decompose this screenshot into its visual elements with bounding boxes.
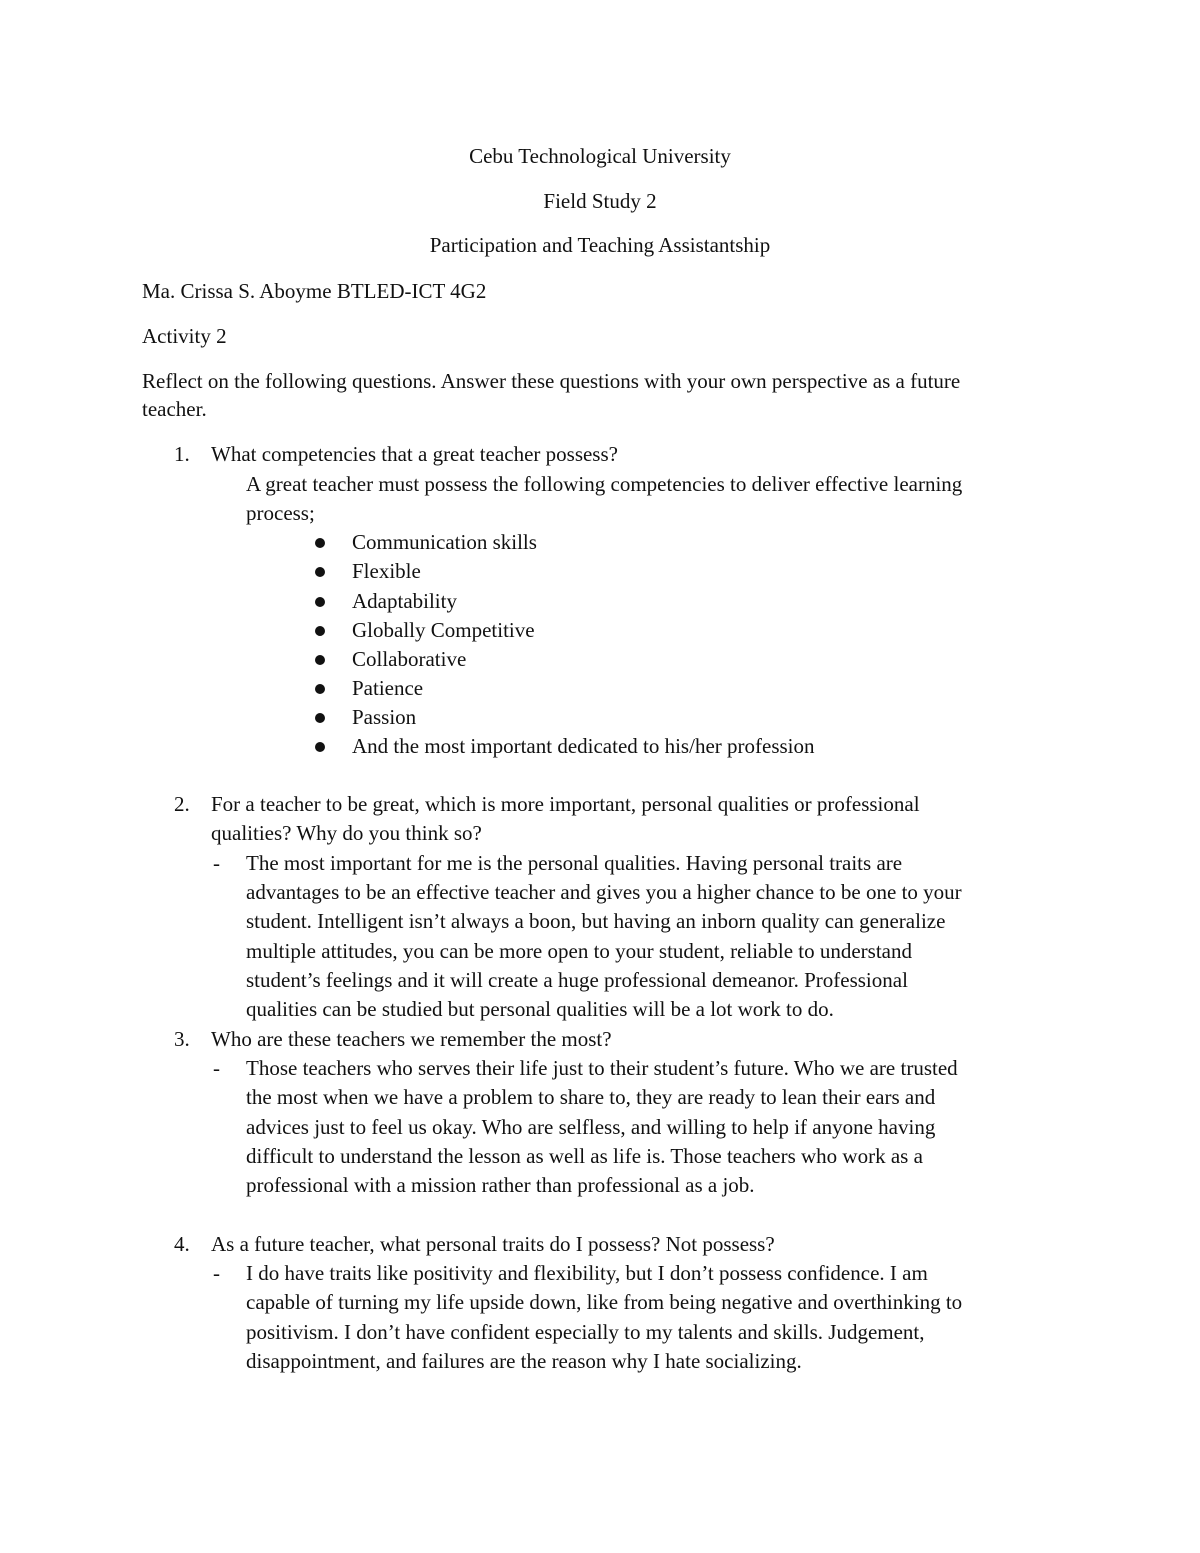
- question-number: 2.: [174, 792, 190, 816]
- bullet-icon: [315, 742, 325, 752]
- question-text: qualities? Why do you think so?: [211, 821, 482, 845]
- instructions-line-1: Reflect on the following questions. Answer these questions with your own perspective as a future: [142, 369, 961, 393]
- answer-line: I do have traits like positivity and flexibility, but I don’t possess confidence. I am: [246, 1261, 928, 1285]
- bullet-icon: [315, 626, 325, 636]
- question-number: 1.: [174, 442, 190, 466]
- question-text: What competencies that a great teacher possess?: [211, 442, 618, 466]
- answer-line: capable of turning my life upside down, like from being negative and overthinking to: [246, 1290, 963, 1314]
- answer-line: advantages to be an effective teacher and gives you a higher chance to be one to your: [246, 880, 962, 904]
- bullet-icon: [315, 567, 325, 577]
- dash-marker: -: [213, 1261, 220, 1285]
- answer-line: process;: [246, 501, 315, 525]
- bullet-item: Globally Competitive: [352, 618, 535, 642]
- dash-marker: -: [213, 1056, 220, 1080]
- dash-marker: -: [213, 851, 220, 875]
- bullet-icon: [315, 684, 325, 694]
- student-line: Ma. Crissa S. Aboyme BTLED-ICT 4G2: [142, 279, 487, 303]
- bullet-item: Adaptability: [352, 589, 457, 613]
- answer-line: professional with a mission rather than professional as a job.: [246, 1173, 755, 1197]
- bullet-item: Collaborative: [352, 647, 467, 671]
- question-text: For a teacher to be great, which is more important, personal qualities or professional: [211, 792, 920, 816]
- answer-line: difficult to understand the lesson as well as life is. Those teachers who work as a: [246, 1144, 923, 1168]
- bullet-item: Passion: [352, 705, 417, 729]
- activity-title: Activity 2: [142, 324, 227, 348]
- answer-line: advices just to feel us okay. Who are selfless, and willing to help if anyone having: [246, 1115, 936, 1139]
- bullet-item: Patience: [352, 676, 424, 700]
- bullet-item: And the most important dedicated to his/her profession: [352, 734, 815, 758]
- bullet-icon: [315, 713, 325, 723]
- answer-line: the most when we have a problem to share to, they are ready to lean their ears and: [246, 1085, 936, 1109]
- document-subtitle: Participation and Teaching Assistantship: [429, 233, 771, 257]
- question-text: As a future teacher, what personal traits do I possess? Not possess?: [211, 1232, 775, 1256]
- answer-line: The most important for me is the personal qualities. Having personal traits are: [246, 851, 903, 875]
- question-number: 4.: [174, 1232, 190, 1256]
- bullet-item: Communication skills: [352, 530, 537, 554]
- answer-line: disappointment, and failures are the reason why I hate socializing.: [246, 1349, 802, 1373]
- bullet-icon: [315, 597, 325, 607]
- question-number: 3.: [174, 1027, 190, 1051]
- bullet-icon: [315, 655, 325, 665]
- bullet-icon: [315, 538, 325, 548]
- answer-line: multiple attitudes, you can be more open to your student, reliable to understand: [246, 939, 913, 963]
- instructions-line-2: teacher.: [142, 397, 207, 421]
- answer-line: Those teachers who serves their life just to their student’s future. Who we are trusted: [246, 1056, 958, 1080]
- answer-line: A great teacher must possess the following competencies to deliver effective learning: [246, 472, 963, 496]
- answer-line: student’s feelings and it will create a huge professional demeanor. Professional: [246, 968, 908, 992]
- question-text: Who are these teachers we remember the most?: [211, 1027, 612, 1051]
- answer-line: qualities can be studied but personal qualities will be a lot work to do.: [246, 997, 834, 1021]
- course-title: Field Study 2: [543, 189, 657, 213]
- university-title: Cebu Technological University: [469, 144, 731, 168]
- bullet-item: Flexible: [352, 559, 421, 583]
- answer-line: student. Intelligent isn’t always a boon, but having an inborn quality can generalize: [246, 909, 946, 933]
- answer-line: positivism. I don’t have confident especially to my talents and skills. Judgement,: [246, 1320, 925, 1344]
